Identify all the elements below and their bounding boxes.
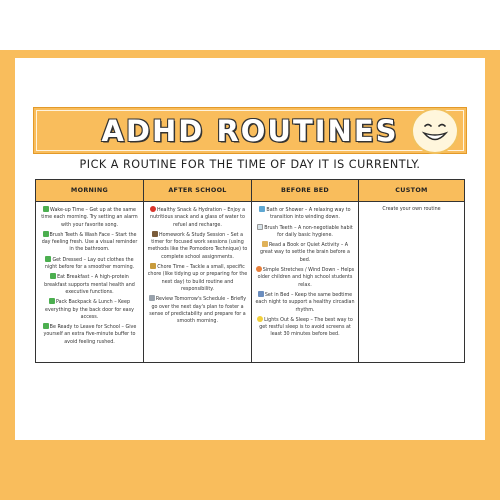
book-icon	[152, 231, 158, 237]
check-icon	[49, 298, 55, 304]
custom-column	[359, 202, 464, 362]
broom-icon	[150, 263, 156, 269]
yoga-icon	[256, 266, 262, 272]
list-item: Read a Book or Quiet Activity – A great way to settle the brain before a bed.	[260, 243, 350, 263]
before-bed-column	[252, 202, 359, 362]
check-icon	[43, 231, 49, 237]
check-icon	[50, 273, 56, 279]
list-item: Pack Backpack & Lunch – Keep everything by the back door for easy access.	[45, 300, 134, 320]
open-book-icon	[262, 241, 268, 247]
list-item: Healthy Snack & Hydration – Enjoy a nutritious snack and a glass of water to refuel and recharge.	[150, 208, 246, 228]
list-item: Get Dressed – Lay out clothes the night before for a smoother morning.	[44, 257, 135, 271]
page-title: ADHD ROUTINES	[101, 114, 399, 148]
toothbrush-icon	[257, 224, 263, 230]
column-header-custom: CUSTOM	[395, 186, 428, 194]
list-item: Set in Bed – Keep the same bedtime each night to support a healthy circadian rhythm.	[255, 292, 355, 313]
list-item: Wake-up Time – Get up at the same time each morning. Try setting an alarm with your favorite song.	[41, 208, 138, 228]
bed-icon	[258, 291, 264, 297]
check-icon	[43, 206, 49, 212]
frame-top-border	[0, 50, 500, 58]
check-icon	[43, 323, 49, 329]
routine-table	[35, 179, 465, 363]
column-header-after-school: AFTER SCHOOL	[144, 180, 252, 201]
table-body-row	[36, 202, 464, 362]
list-item: Simple Stretches / Wind Down – Helps older children and high school students relax.	[257, 268, 355, 288]
calendar-icon	[149, 295, 155, 301]
list-item: Bath or Shower – A relaxing way to transition into winding down.	[255, 206, 355, 222]
frame-left-border	[0, 50, 15, 440]
list-item: Lights Out & Sleep – The best way to get restful sleep is to avoid screens at least 30 minutes before bed.	[255, 316, 355, 339]
title-banner	[33, 107, 467, 154]
list-item: Brush Teeth – A non-negotiable habit for daily basic hygiene.	[255, 224, 355, 240]
list-item: Create your own routine	[382, 207, 441, 212]
after-school-column	[144, 202, 252, 362]
list-item: Eat Breakfast – A high-protein breakfast supports mental health and executive functions.	[44, 275, 135, 295]
smiley-face-icon	[409, 106, 461, 156]
page-subtitle: PICK A ROUTINE FOR THE TIME OF DAY IT IS CURRENTLY.	[79, 158, 421, 171]
lightbulb-icon	[257, 316, 263, 322]
bath-icon	[259, 206, 265, 212]
list-item: Review Tomorrow's Schedule – Briefly go over the next day's plan to foster a sense of predictability and prepare for a smooth morning.	[149, 297, 247, 325]
column-header-morning: MORNING	[36, 180, 144, 201]
list-item: Brush Teeth & Wash Face – Start the day feeling fresh. Use a visual reminder in the bathroom.	[41, 232, 138, 253]
frame-bottom-border	[0, 440, 500, 500]
column-header-before-bed: BEFORE BED	[252, 180, 359, 201]
frame-right-border	[485, 50, 500, 440]
morning-column	[36, 202, 144, 362]
check-icon	[45, 256, 51, 262]
table-header-row	[36, 180, 464, 202]
list-item: Be Ready to Leave for School – Give yourself an extra five-minute buffer to avoid feeling rushed.	[43, 325, 137, 345]
list-item: Chore Time – Tackle a small, specific chore (like tidying up or preparing for the next day) to build routine and responsibility.	[147, 265, 248, 292]
apple-icon	[150, 206, 156, 212]
list-item: Homework & Study Session – Set a timer for focused work sessions (using methods like the Pomodoro Technique) to complete school assignments.	[147, 232, 248, 260]
